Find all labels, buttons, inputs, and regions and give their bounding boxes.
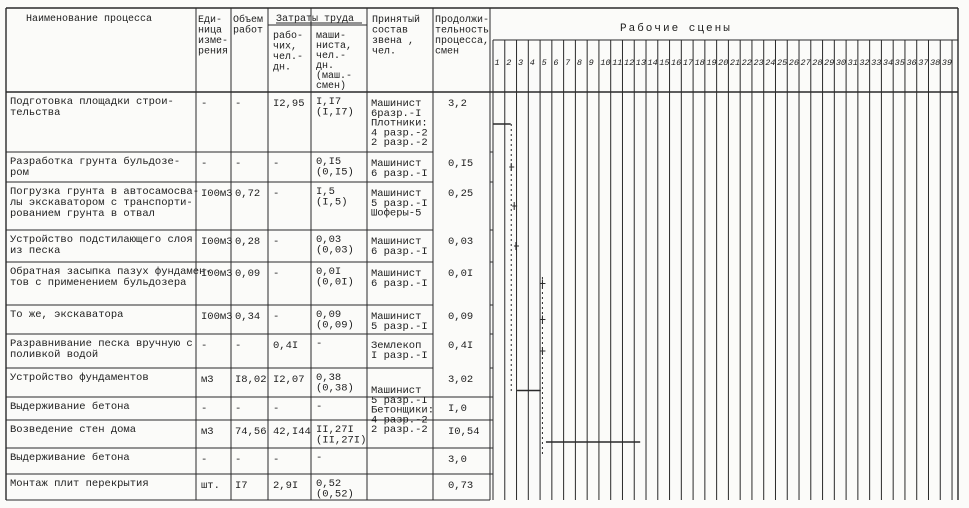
day-number-label: 5 [541, 58, 547, 68]
day-number-label: 25 [776, 58, 788, 68]
process-name-cell: тов с применением бульдозера [10, 277, 187, 289]
crew-cell: 6 разр.-I [371, 277, 428, 290]
process-name-cell: Возведение стен дома [10, 424, 137, 436]
machinists-cell: 0,03 [316, 234, 342, 246]
shared-crew-cell: 5 разр.-I [371, 394, 428, 407]
unit-cell: - [201, 403, 208, 415]
machinists-cell: (II,27I) [316, 434, 367, 447]
duration-cell: 0,I5 [448, 158, 474, 170]
unit-cell: I00м3 [201, 188, 233, 200]
header-duration: процесса, [435, 36, 490, 47]
header-machinists: ниста, [316, 41, 353, 52]
day-number-label: 29 [824, 58, 835, 68]
unit-cell: I00м3 [201, 311, 233, 323]
crew-cell: 4 разр.-2 [371, 127, 428, 140]
crew-cell: 5 разр.-I [371, 320, 428, 333]
shared-crew-cell: 4 разр.-2 [371, 414, 428, 427]
header-crew: состав [372, 25, 409, 37]
machinists-cell: I,5 [316, 186, 335, 198]
crew-cell: I разр.-I [371, 349, 428, 362]
header-workers: чих, [273, 41, 298, 53]
duration-cell: 0,03 [448, 236, 474, 248]
unit-cell: шт. [201, 480, 220, 492]
process-name-cell: поливкой водой [10, 349, 99, 361]
unit-cell: м3 [201, 426, 214, 438]
day-number-label: 1 [494, 58, 500, 68]
day-number-label: 12 [623, 58, 635, 68]
unit-cell: - [201, 158, 208, 170]
shared-crew-cell: 2 разр.-2 [371, 424, 428, 437]
header-schedule-title: Рабочие сцены [620, 23, 732, 35]
header-workers: чел.- [273, 52, 304, 63]
workers-cell: - [273, 311, 280, 323]
day-number-label: 6 [553, 58, 559, 68]
volume-cell: - [235, 98, 242, 110]
header-unit: рения [198, 46, 229, 58]
day-number-label: 24 [765, 58, 776, 68]
header-volume: работ [233, 25, 264, 37]
crew-cell: Землекоп [371, 340, 422, 352]
volume-cell: - [235, 403, 242, 415]
day-number-label: 20 [718, 58, 729, 68]
day-number-label: 16 [671, 58, 682, 68]
crew-cell: Машинист [371, 158, 422, 170]
volume-cell: - [235, 340, 242, 352]
day-number-label: 26 [788, 58, 799, 68]
duration-cell: 3,2 [448, 98, 467, 110]
crew-cell: Машинист [371, 268, 422, 280]
duration-cell: 0,25 [448, 188, 474, 200]
crew-cell: Машинист [371, 98, 422, 110]
day-number-label: 30 [835, 58, 847, 68]
workers-cell: - [273, 236, 280, 248]
machinists-cell: (I,I7) [316, 106, 354, 119]
volume-cell: I7 [235, 480, 248, 492]
header-machinists: чел.- [316, 51, 347, 62]
header-unit: ница [198, 25, 223, 37]
volume-cell: 0,34 [235, 311, 261, 323]
day-number-label: 11 [612, 58, 623, 68]
duration-cell: 0,73 [448, 480, 474, 492]
workers-cell: - [273, 158, 280, 170]
header-machinists: (маш.- [316, 71, 353, 82]
crew-cell: Машинист [371, 236, 422, 248]
workers-cell: 2,9I [273, 480, 299, 492]
header-volume: Объем [233, 15, 264, 26]
process-name-cell: Погрузка грунта в автосамосва- [10, 186, 200, 198]
volume-cell: - [235, 454, 242, 466]
shared-crew-cell: Машинист [371, 385, 422, 397]
crew-cell: 6разр.-I [371, 107, 422, 120]
day-number-label: 34 [882, 58, 894, 68]
machinists-cell: 0,09 [316, 309, 342, 321]
day-number-label: 22 [741, 58, 752, 68]
day-number-label: 17 [682, 58, 694, 68]
machinists-cell: (0,03) [316, 244, 354, 257]
day-number-label: 21 [729, 58, 741, 68]
machinists-cell: 0,I5 [316, 156, 342, 168]
machinists-cell: - [316, 452, 323, 464]
header-machinists: дн. [316, 61, 335, 72]
unit-cell: I00м3 [201, 236, 233, 248]
workers-cell: 42,I44 [273, 426, 311, 438]
process-name-cell: Разравнивание песка вручную с [10, 338, 193, 350]
day-number-label: 2 [506, 58, 512, 68]
machinists-cell: 0,38 [316, 372, 342, 384]
workers-cell: - [273, 188, 280, 200]
workers-cell: - [273, 268, 280, 280]
unit-cell: - [201, 454, 208, 466]
process-name-cell: Монтаж плит перекрытия [10, 478, 149, 490]
header-duration: смен [435, 46, 460, 58]
day-number-label: 37 [918, 58, 929, 68]
crew-cell: Машинист [371, 311, 422, 323]
volume-cell: I8,02 [235, 374, 267, 386]
process-name-cell: Устройство подстилающего слоя [10, 234, 193, 246]
volume-cell: 0,72 [235, 188, 261, 200]
machinists-cell: (0,0I) [316, 276, 354, 289]
day-number-label: 7 [565, 58, 571, 68]
day-number-label: 27 [800, 58, 811, 68]
header-process-name: Наименование процесса [26, 14, 153, 25]
volume-cell: 0,09 [235, 268, 261, 280]
day-number-label: 33 [871, 58, 882, 68]
machinists-cell: (I,5) [316, 196, 348, 209]
workers-cell: I2,95 [273, 98, 305, 110]
workers-cell: 0,4I [273, 340, 299, 352]
crew-cell: Шоферы-5 [371, 207, 422, 220]
duration-cell: I0,54 [448, 426, 480, 438]
unit-cell: м3 [201, 374, 214, 386]
process-name-cell: Разработка грунта бульдозе- [10, 156, 181, 168]
volume-cell: 0,28 [235, 236, 261, 248]
process-name-cell: То же, экскаватора [10, 309, 124, 321]
day-number-label: 28 [812, 58, 823, 68]
duration-cell: 3,02 [448, 374, 474, 386]
duration-cell: 0,4I [448, 340, 474, 352]
unit-cell: I00м3 [201, 268, 233, 280]
day-number-label: 8 [576, 58, 582, 68]
process-name-cell: Выдерживание бетона [10, 401, 130, 413]
process-name-cell: Обратная засыпка пазух фундамен- [10, 266, 212, 278]
process-name-cell: тельства [10, 107, 61, 119]
day-number-label: 39 [941, 58, 952, 68]
machinists-cell: (0,52) [316, 488, 354, 501]
crew-cell: 6 разр.-I [371, 245, 428, 258]
workers-cell: - [273, 403, 280, 415]
header-machinists: смен) [316, 81, 347, 92]
header-labor-costs: Затраты труда [276, 14, 355, 25]
workers-cell: I2,07 [273, 374, 305, 386]
duration-cell: 3,0 [448, 454, 467, 466]
day-number-label: 15 [659, 58, 670, 68]
process-name-cell: лы экскаватором с транспорти- [10, 197, 193, 209]
day-number-label: 32 [859, 58, 870, 68]
volume-cell: - [235, 158, 242, 170]
day-number-label: 4 [529, 58, 535, 68]
day-number-label: 23 [753, 58, 764, 68]
duration-cell: 0,0I [448, 268, 474, 280]
day-number-label: 9 [588, 58, 594, 68]
machinists-cell: (0,I5) [316, 166, 354, 179]
crew-cell: 6 разр.-I [371, 167, 428, 180]
header-crew: Принятый [372, 15, 421, 26]
day-number-label: 38 [929, 58, 941, 68]
volume-cell: 74,56 [235, 426, 267, 438]
machinists-cell: (0,09) [316, 319, 354, 332]
unit-cell: - [201, 340, 208, 352]
machinists-cell: II,27I [316, 424, 354, 436]
day-number-label: 13 [635, 58, 646, 68]
header-duration: Продолжи- [435, 15, 490, 26]
machinists-cell: - [316, 401, 323, 413]
header-unit: Еди- [198, 15, 223, 26]
shared-crew-cell: Бетонщики: [371, 404, 435, 417]
header-machinists: маши- [316, 31, 347, 42]
header-unit: изме- [198, 36, 229, 47]
day-number-label: 36 [906, 58, 917, 68]
machinists-cell: 0,52 [316, 478, 342, 490]
crew-cell: Машинист [371, 188, 422, 200]
day-number-label: 18 [694, 58, 705, 68]
process-name-cell: из песка [10, 245, 61, 257]
machinists-cell: I,I7 [316, 96, 342, 108]
duration-cell: 0,09 [448, 311, 474, 323]
process-name-cell: Подготовка площадки строи- [10, 96, 174, 108]
day-number-label: 35 [894, 58, 905, 68]
unit-cell: - [201, 98, 208, 110]
workers-cell: - [273, 454, 280, 466]
header-duration: тельность [435, 25, 490, 37]
crew-cell: Плотники: [371, 117, 428, 130]
day-number-label: 19 [706, 58, 717, 68]
process-name-cell: ром [10, 167, 29, 179]
crew-cell: 5 разр.-I [371, 197, 428, 210]
process-name-cell: Устройство фундаментов [10, 372, 149, 384]
header-crew: звена , [372, 36, 415, 47]
crew-cell: 2 разр.-2 [371, 137, 428, 150]
header-workers: дн. [273, 62, 292, 74]
machinists-cell: (0,38) [316, 382, 354, 395]
day-number-label: 14 [647, 58, 658, 68]
day-number-label: 10 [600, 58, 611, 68]
process-name-cell: Выдерживание бетона [10, 452, 130, 464]
header-crew: чел. [372, 46, 397, 58]
machinists-cell: 0,0I [316, 266, 342, 278]
machinists-cell: - [316, 338, 323, 350]
duration-cell: I,0 [448, 403, 467, 415]
header-workers: рабо- [273, 31, 304, 42]
process-name-cell: рованием грунта в отвал [10, 208, 155, 220]
day-number-label: 31 [847, 58, 858, 68]
day-number-label: 3 [518, 58, 524, 68]
